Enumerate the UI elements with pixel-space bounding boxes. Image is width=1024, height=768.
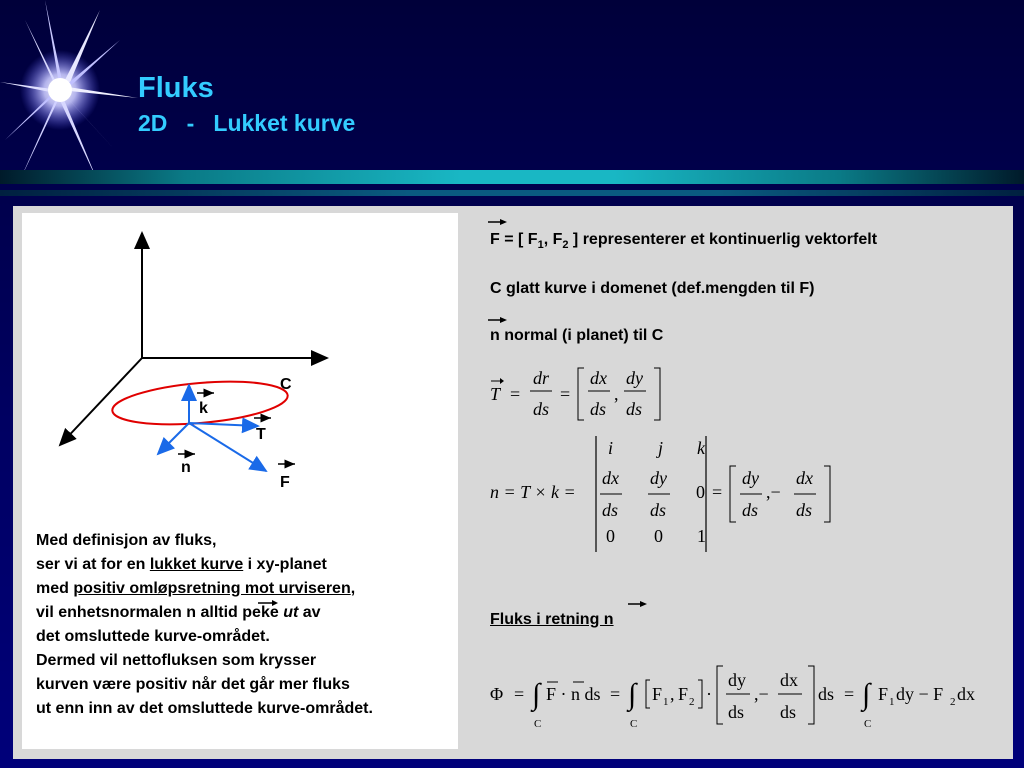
n-vector — [158, 423, 189, 454]
svg-text:dx: dx — [780, 670, 798, 690]
svg-text:0: 0 — [654, 526, 663, 546]
paragraph-line: med positiv omløpsretning mot urviseren, — [36, 580, 356, 597]
svg-text:1: 1 — [889, 696, 895, 708]
svg-text:i: i — [608, 438, 614, 458]
svg-text:=: = — [560, 384, 571, 404]
svg-text:T: T — [490, 384, 501, 404]
flux-heading: Fluks i retning n — [490, 611, 614, 628]
svg-text:ds: ds — [650, 500, 667, 520]
svg-text:∫: ∫ — [628, 678, 637, 711]
vector-arrow-n-heading — [628, 600, 650, 608]
svg-text:C: C — [534, 718, 542, 730]
vector-diagram — [22, 213, 458, 513]
header-divider-thin — [0, 190, 1024, 196]
label-f: F — [280, 474, 290, 491]
svg-text:dx: dx — [957, 684, 975, 704]
svg-text:,: , — [670, 684, 675, 704]
flux-equation — [480, 660, 1000, 735]
svg-text:∫: ∫ — [862, 678, 871, 711]
svg-text:,−: ,− — [754, 684, 769, 704]
svg-text:1: 1 — [697, 526, 706, 546]
svg-text:ds: ds — [602, 500, 619, 520]
label-n: n — [181, 459, 191, 476]
svg-text:ds: ds — [818, 684, 835, 704]
svg-text:0: 0 — [696, 482, 705, 502]
svg-text:ds: ds — [590, 399, 607, 419]
svg-text:dy: dy — [728, 670, 746, 690]
svg-text:dy: dy — [626, 368, 643, 388]
curve-definition: C glatt kurve i domenet (def.mengden til F) — [490, 280, 815, 297]
svg-text:ds: ds — [728, 702, 745, 722]
svg-text:ds: ds — [533, 399, 550, 419]
paragraph-line: Med definisjon av fluks, — [36, 532, 217, 549]
t-vector — [189, 423, 258, 426]
x-axis — [60, 358, 142, 445]
svg-text:·: · — [706, 684, 712, 704]
svg-text:dy: dy — [742, 468, 759, 488]
svg-text:=: = — [844, 684, 855, 704]
svg-text:n = T × k =: n = T × k = — [490, 482, 576, 502]
paragraph-line: det omsluttede kurve-området. — [36, 628, 270, 645]
svg-text:ds: ds — [626, 399, 643, 419]
label-t: T — [256, 426, 266, 443]
vector-field-definition: F = [ $F_1$, $F_2$ ] representerer et kontinuerlig vektorfelt — [490, 231, 878, 252]
svg-text:Φ: Φ — [490, 684, 504, 704]
svg-text:dy: dy — [650, 468, 667, 488]
label-k: k — [199, 400, 208, 417]
svg-text:C: C — [864, 718, 872, 730]
star-burst-decoration — [0, 0, 150, 190]
svg-text:dx: dx — [796, 468, 813, 488]
paragraph-line: vil enhetsnormalen n alltid peke ut av — [36, 601, 373, 625]
svg-text:,−: ,− — [766, 482, 781, 502]
paragraph-line: ser vi at for en lukket kurve i xy-planet — [36, 556, 327, 573]
svg-text:dx: dx — [590, 368, 607, 388]
normal-definition: n normal (i planet) til C — [490, 327, 664, 344]
svg-text:ds: ds — [780, 702, 797, 722]
svg-text:j: j — [658, 438, 664, 458]
svg-text:2: 2 — [689, 696, 695, 708]
f-vector — [189, 423, 266, 471]
label-c: C — [280, 376, 292, 393]
svg-text:dr: dr — [533, 368, 550, 388]
svg-text:dx: dx — [602, 468, 619, 488]
svg-text:F · n ds: F · n ds — [546, 684, 601, 704]
svg-text:=: = — [514, 684, 525, 704]
svg-text:ds: ds — [742, 500, 759, 520]
header-divider-band — [0, 170, 1024, 184]
svg-text:∫: ∫ — [532, 678, 541, 711]
svg-text:dy − F: dy − F — [896, 684, 944, 704]
svg-text:,: , — [614, 384, 619, 404]
svg-text:=: = — [610, 684, 621, 704]
svg-text:C: C — [630, 718, 638, 730]
svg-text:=: = — [510, 384, 521, 404]
svg-text:0: 0 — [606, 526, 615, 546]
svg-text:k: k — [697, 438, 705, 458]
page-subtitle: 2D - Lukket kurve — [138, 110, 356, 136]
svg-text:F: F — [652, 684, 663, 704]
svg-text:1: 1 — [663, 696, 669, 708]
normal-equation — [480, 432, 850, 557]
page-title: Fluks — [138, 72, 214, 104]
svg-text:=: = — [712, 482, 723, 502]
svg-text:F: F — [678, 684, 689, 704]
tangent-equation — [480, 360, 680, 430]
explanation-paragraph — [36, 529, 373, 721]
paragraph-line: kurven være positiv når det går mer fluks — [36, 676, 350, 693]
svg-text:2: 2 — [950, 696, 956, 708]
svg-text:F: F — [878, 684, 889, 704]
vector-arrow-f — [488, 218, 510, 226]
paragraph-line: ut enn inn av det omsluttede kurve-området. — [36, 700, 373, 717]
vector-arrow-n — [488, 316, 510, 324]
svg-text:ds: ds — [796, 500, 813, 520]
paragraph-line: Dermed vil nettofluksen som krysser — [36, 652, 317, 669]
